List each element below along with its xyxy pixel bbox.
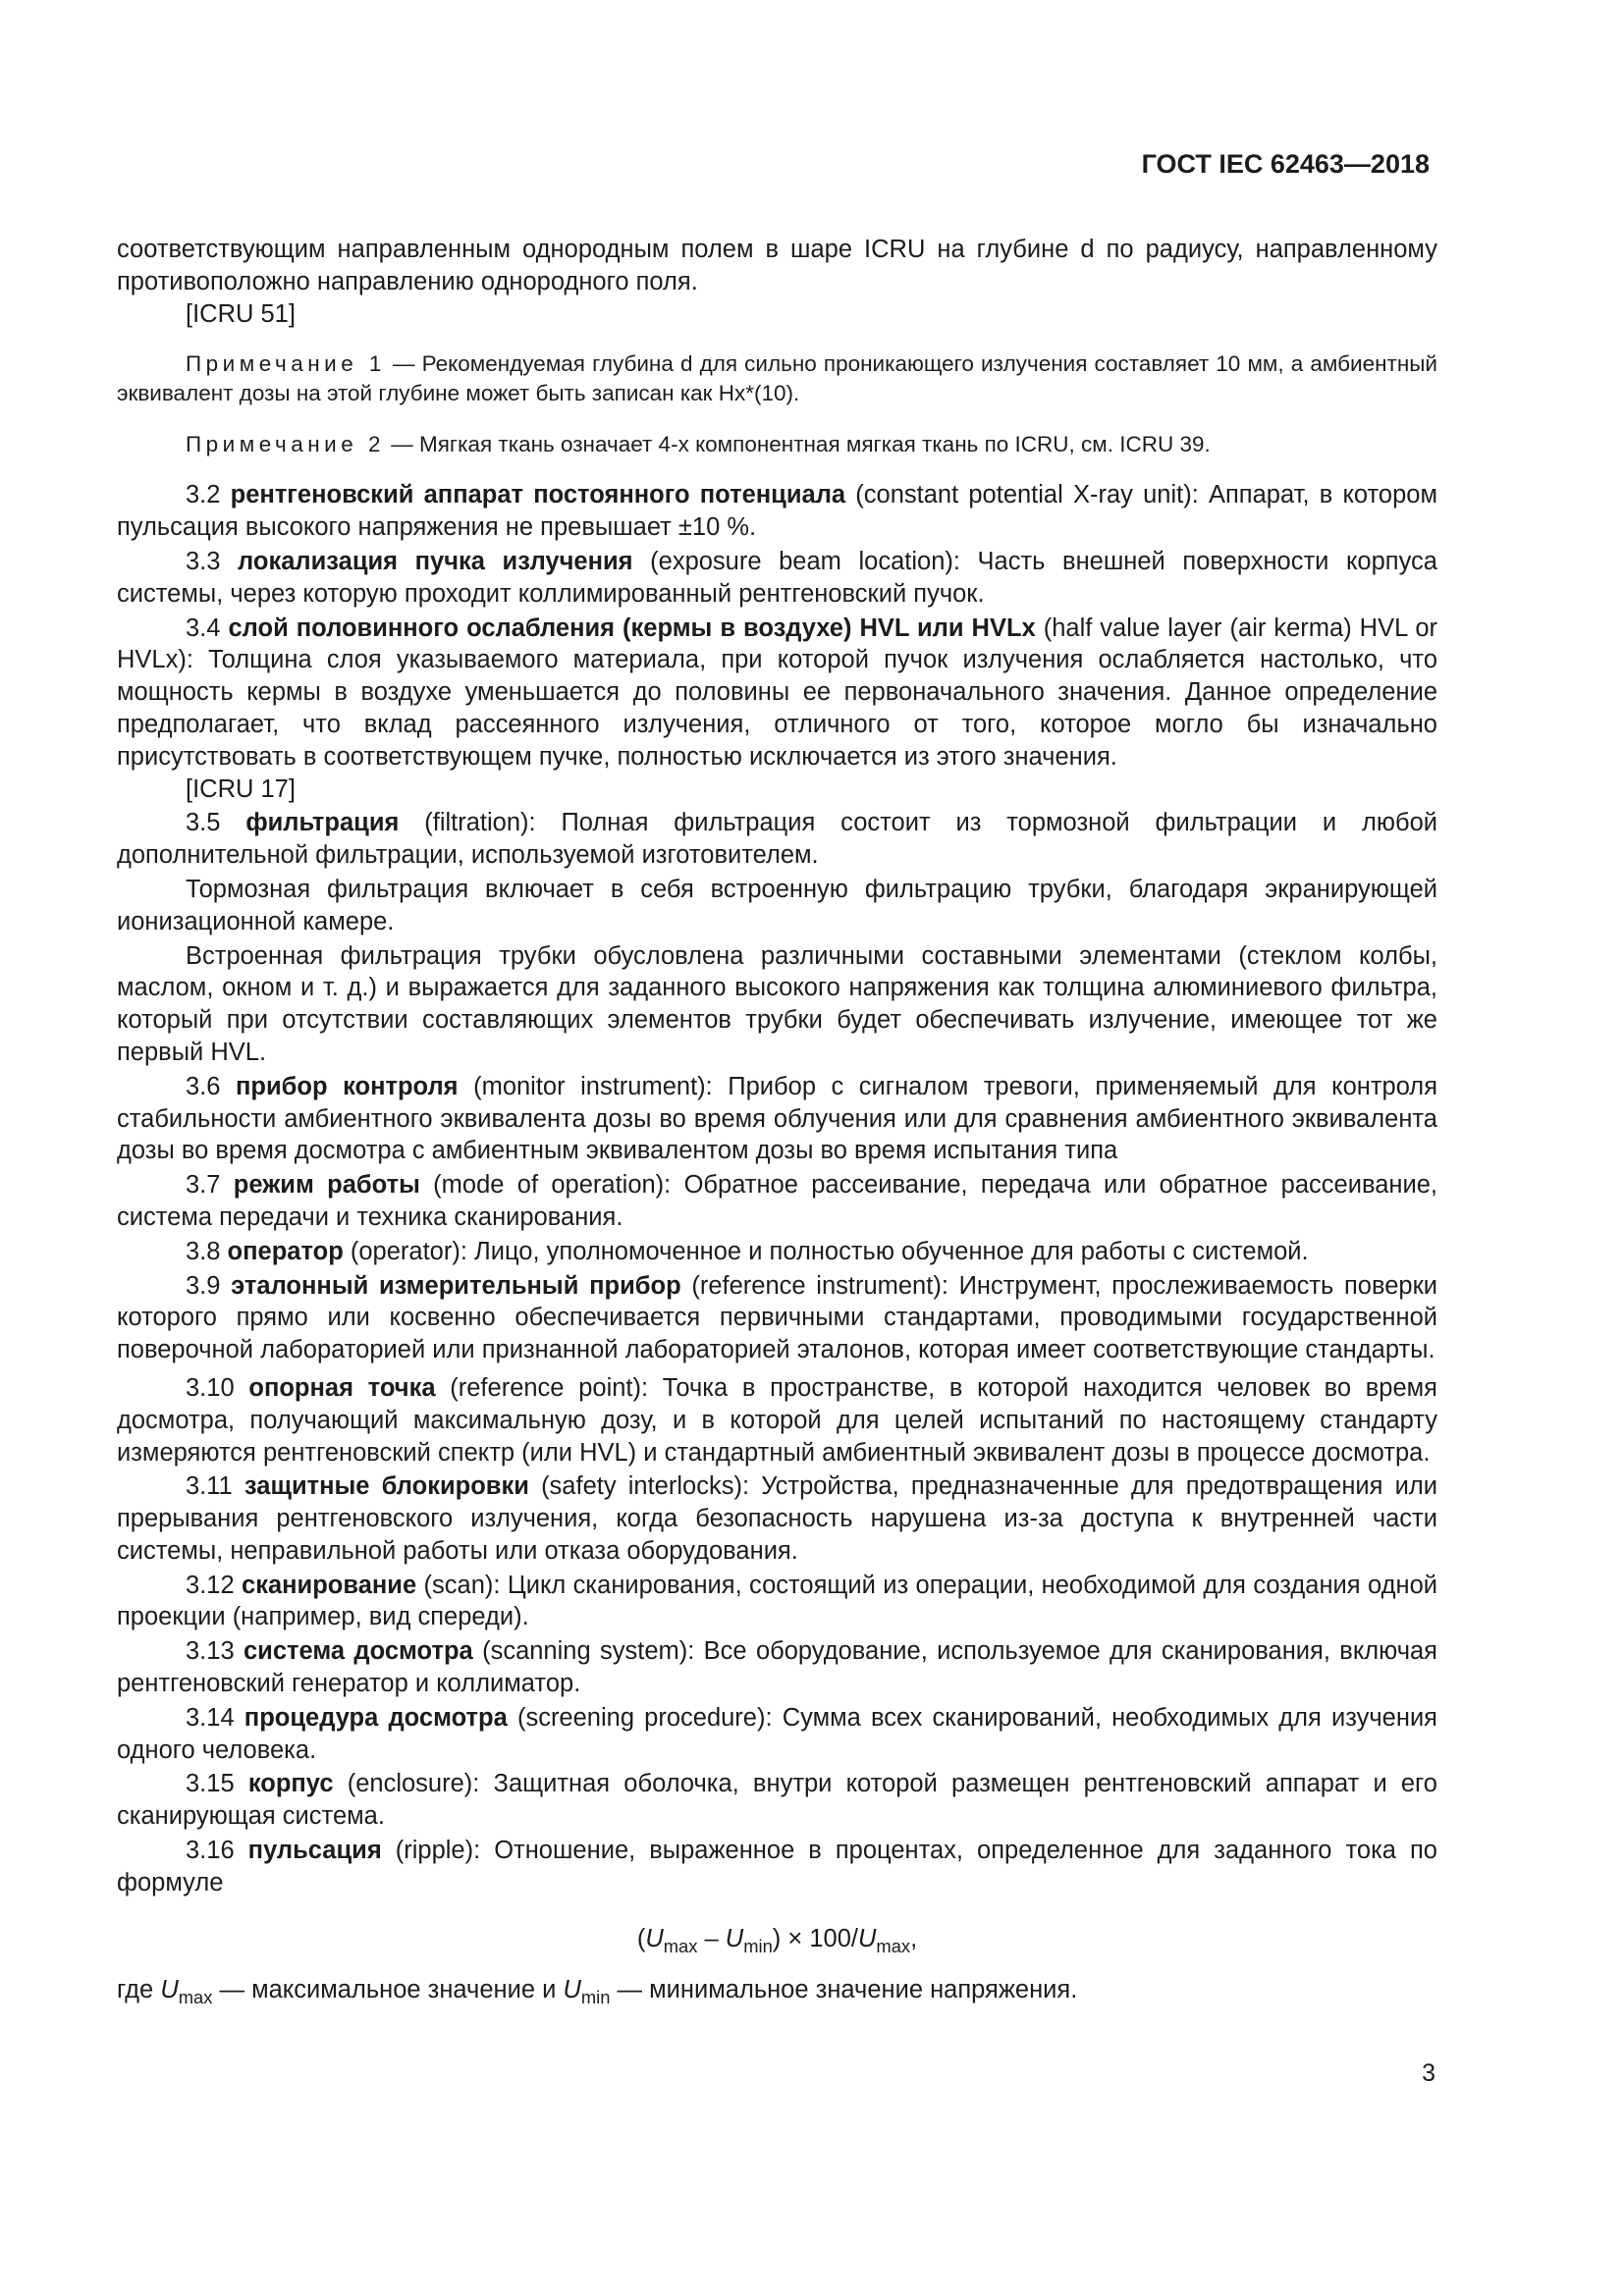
note-1 (117, 349, 1437, 408)
definition-3-6 (117, 1071, 1437, 1167)
definition-number: 3.4 (186, 614, 221, 642)
note-2-label: Примечание 2 (186, 432, 385, 457)
formula-end: , (910, 1924, 918, 1952)
definition-text: (exposure beam location): Часть внешней поверхности корпуса системы, через которую проходит коллимированный рентгеновский пучок. (117, 547, 1437, 608)
definition-3-5-paragraph-3: Встроенная фильтрация трубки обусловлена различными составными элементами (стеклом колбы, маслом, окном и т. д.) и выражается для заданного высокого напряжения как толщина алюминиевого фильтра, который при отсутствии составляющих элементов трубки будет обеспечивать излучение, имеющее тот же первый HVL. (117, 941, 1437, 1066)
definition-term: система досмотра (243, 1637, 473, 1666)
definition-term: фильтрация (245, 809, 400, 837)
definition-number: 3.2 (186, 481, 221, 509)
formula-sub-max: max (663, 1935, 698, 1956)
where-var-min: U (563, 1976, 581, 2004)
definition-term: оператор (227, 1237, 344, 1265)
definition-number: 3.6 (186, 1072, 221, 1100)
definition-number: 3.7 (186, 1171, 221, 1200)
definition-3-9 (117, 1270, 1437, 1366)
definition-term: пульсация (247, 1837, 382, 1865)
definition-text: (ripple): Отношение, выраженное в процентах, определенное для заданного тока по формуле (117, 1837, 1437, 1896)
definition-number: 3.3 (186, 547, 221, 575)
where-var-max: U (160, 1976, 179, 2004)
definition-number: 3.8 (186, 1237, 221, 1265)
definition-3-16 (117, 1835, 1437, 1899)
definition-term: прибор контроля (235, 1072, 459, 1100)
definition-term: эталонный измерительный прибор (231, 1271, 681, 1300)
definition-text: (filtration): Полная фильтрация состоит из тормозной фильтрации и любой дополнительной фильтрации, используемой изготовителем. (117, 809, 1437, 870)
definition-text: (enclosure): Защитная оболочка, внутри которой размещен рентгеновский аппарат и его сканирующая система. (117, 1770, 1437, 1831)
definition-text: (screening procedure): Сумма всех сканирований, необходимых для изучения одного человека. (117, 1703, 1437, 1764)
note-2-text: — Мягкая ткань означает 4-х компонентная мягкая ткань по ICRU, см. ICRU 39. (385, 432, 1211, 457)
definition-term: локализация пучка излучения (238, 547, 633, 575)
definition-term: процедура досмотра (244, 1703, 508, 1732)
definition-number: 3.16 (186, 1837, 235, 1865)
definition-text: (scanning system): Все оборудование, используемое для сканирования, включая рентгеновский генератор и коллиматор. (117, 1637, 1437, 1698)
definition-term: рентгеновский аппарат постоянного потенциала (230, 481, 846, 509)
formula-var-max: U (645, 1924, 664, 1952)
ripple-formula (117, 1923, 1437, 1955)
formula-minus: – (697, 1924, 726, 1952)
definition-text: (safety interlocks): Устройства, предназначенные для предотвращения или прерывания рентгеновского излучения, когда безопасность нарушена из-за доступа к внутренней части системы, неправильной работы или отказа оборудования. (117, 1472, 1437, 1565)
formula-mid: ) × 100/ (772, 1924, 858, 1952)
definition-number: 3.9 (186, 1271, 221, 1300)
definition-term: сканирование (242, 1571, 417, 1599)
where-sub-min: min (580, 1987, 611, 2008)
where-mid: — максимальное значение и (212, 1976, 564, 2004)
definition-3-11 (117, 1470, 1437, 1567)
definition-number: 3.15 (186, 1770, 235, 1798)
formula-sub-max-2: max (876, 1935, 911, 1956)
definition-text: (mode of operation): Обратное рассеивание, передача или обратное рассеивание, система передачи и техника сканирования. (117, 1171, 1437, 1231)
definition-text: (reference instrument): Инструмент, прослеживаемость поверки которого прямо или косвенно обеспечивается первичными стандартами, проводимыми государственной поверочной лабораторией или признанной лабораторией эталонов, которая имеет соответствующие стандарты. (117, 1271, 1437, 1364)
definition-3-10 (117, 1372, 1437, 1468)
definition-text: (scan): Цикл сканирования, состоящий из операции, необходимой для создания одной проекции (например, вид спереди). (117, 1571, 1437, 1631)
definition-text: (constant potential X-ray unit): Аппарат, в котором пульсация высокого напряжения не превышает ±10 %. (117, 481, 1437, 542)
note-2 (117, 430, 1437, 459)
definition-number: 3.11 (186, 1472, 233, 1501)
where-sub-max: max (178, 1987, 213, 2008)
definition-3-2 (117, 479, 1437, 544)
definition-text: (reference point): Точка в пространстве, в которой находится человек во время досмотра, получающий максимальную дозу, и в которой для целей испытаний по настоящему стандарту измеряются рентгеновский спектр (или HVL) и стандартный амбиентный эквивалент дозы в процессе досмотра. (117, 1373, 1437, 1467)
definition-3-15 (117, 1768, 1437, 1833)
note-1-label: Примечание 1 (186, 351, 386, 377)
formula-where-clause (117, 1974, 1437, 2006)
document-header: ГОСТ IEC 62463—2018 (1141, 149, 1430, 179)
formula-sub-min: min (743, 1935, 773, 1956)
definition-3-3 (117, 546, 1437, 611)
definition-3-12 (117, 1570, 1437, 1634)
definition-3-4-reference: [ICRU 17] (186, 774, 296, 803)
definition-number: 3.13 (186, 1637, 235, 1666)
intro-paragraph: соответствующим направленным однородным полем в шаре ICRU на глубине d по радиусу, направленному противоположно направлению однородного поля. (117, 236, 1437, 295)
definition-term: режим работы (233, 1171, 420, 1200)
definition-term: корпус (247, 1770, 334, 1798)
definition-number: 3.14 (186, 1703, 235, 1732)
definition-text: (monitor instrument): Прибор с сигналом тревоги, применяемый для контроля стабильности амбиентного эквивалента дозы во время облучения или для сравнения амбиентного эквивалента дозы во время досмотра с амбиентным эквивалентом дозы во время испытания типа (117, 1072, 1437, 1165)
definition-number: 3.12 (186, 1571, 235, 1599)
definition-3-7 (117, 1169, 1437, 1234)
definition-3-4 (117, 613, 1437, 774)
definition-3-13 (117, 1635, 1437, 1700)
where-prefix: где (117, 1976, 161, 2004)
intro-reference: [ICRU 51] (186, 299, 296, 328)
definition-3-5-paragraph-2: Тормозная фильтрация включает в себя встроенную фильтрацию трубки, благодаря экранирующей ионизационной камере. (117, 875, 1437, 935)
definition-number: 3.10 (186, 1373, 235, 1402)
definition-number: 3.5 (186, 809, 221, 837)
formula-open: ( (636, 1924, 646, 1952)
definition-term: защитные блокировки (244, 1472, 529, 1501)
definition-term: слой половинного ослабления (кермы в воздухе) HVL или HVLx (228, 614, 1036, 642)
definition-text: (half value layer (air kerma) HVL or HVLx): Толщина слоя указываемого материала, при которой пучок излучения ослабляется настолько, что мощность кермы в воздухе уменьшается до половины ее первоначального значения. Данное определение предполагает, что вклад рассеянного излучения, отличного от того, которое могло бы изначально присутствовать в соответствующем пучке, полностью исключается из этого значения. (117, 614, 1437, 771)
note-1-text: — Рекомендуемая глубина d для сильно проникающего излучения составляет 10 мм, а амбиентный эквивалент дозы на этой глубине может быть записан как Hx*(10). (117, 351, 1437, 406)
definition-3-8 (117, 1236, 1437, 1268)
definition-text: (operator): Лицо, уполномоченное и полностью обученное для работы с системой. (343, 1237, 1309, 1265)
definition-term: опорная точка (248, 1373, 436, 1402)
page-number: 3 (1422, 2059, 1435, 2087)
where-end: — минимальное значение напряжения. (610, 1976, 1078, 2004)
formula-var-min: U (725, 1924, 744, 1952)
definition-3-14 (117, 1702, 1437, 1767)
definition-3-5 (117, 807, 1437, 872)
formula-var-max-2: U (857, 1924, 877, 1952)
